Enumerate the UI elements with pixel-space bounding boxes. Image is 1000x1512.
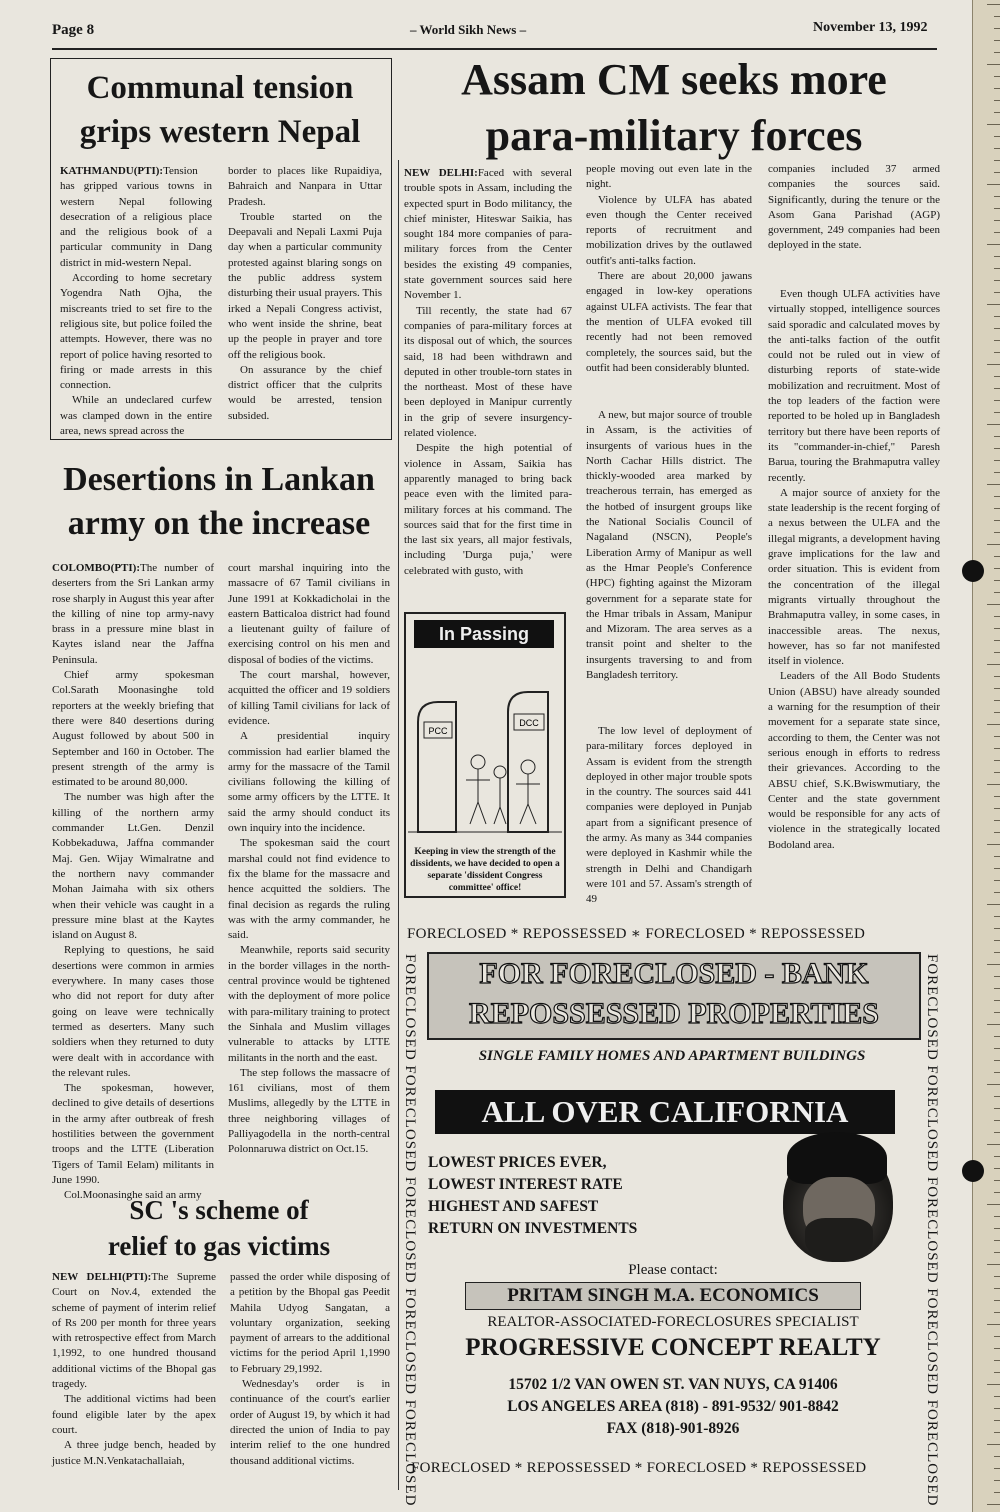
gas-paragraph (52, 1270, 216, 1392)
ruler-tick (987, 184, 1000, 185)
ruler-tick (987, 1444, 1000, 1445)
lanka-text: The number of deserters from the Sri Lankan army rose sharply in August this year after the killing of nine top army-navy brass in a pressure mine blast in Kaytes island near the Jaffna Peninsula. (52, 562, 214, 666)
ruler-tick (994, 268, 1000, 269)
cartoon-caption: Keeping in view the strength of the dissidents, we have decided to open a separate 'dissident Congress committee' office! (410, 847, 560, 893)
ad-benefit: HIGHEST AND SAFEST (428, 1198, 599, 1215)
assam-paragraph: The low level of deployment of para-military forces deployed in Assam is evident from the strength deployed in other major trouble spots in the country. The sources said 441 companies were deployed in Punjab apart from a significant presence of the army. As many as 344 companies were deployed in Kashmir while the strength in Delhi and Chandigarh were 101 and 57. Assam's strength of 49 (586, 725, 752, 906)
ruler-tick (994, 376, 1000, 377)
ruler-tick (987, 1084, 1000, 1085)
ruler-tick (994, 1288, 1000, 1289)
ruler-tick (994, 1012, 1000, 1013)
ruler-tick (987, 484, 1000, 485)
ruler-tick (994, 736, 1000, 737)
lanka-dateline: COLOMBO(PTI): (52, 562, 140, 574)
ad-benefit: LOWEST PRICES EVER, (428, 1154, 607, 1171)
ruler-tick (994, 1132, 1000, 1133)
ruler-tick (994, 52, 1000, 53)
ruler-tick (994, 76, 1000, 77)
gas-headline (44, 1192, 394, 1264)
ruler-tick (987, 4, 1000, 5)
gas-headline-line-2: relief to gas victims (107, 1231, 331, 1261)
assam-column-2b (586, 408, 752, 683)
nepal-column-2 (228, 164, 382, 424)
ad-phone: LOS ANGELES AREA (818) - 891-9532/ 901-8842 (507, 1398, 839, 1415)
ruler-tick (994, 928, 1000, 929)
ruler-tick (994, 868, 1000, 869)
gas-paragraph: The additional victims had been found eligible later by the apex court. (52, 1393, 216, 1436)
ruler-tick (994, 1156, 1000, 1157)
assam-paragraph: Even though ULFA activities have virtually stopped, intelligence sources said sporadic and calculated moves by the anti-talks faction of the outfit could not be ruled out in view of disturbing reports of state-wide mobilization and recruitment. Most of the top leaders of the faction were reported to be holed up in Bangladesh territory but there have been reports of its "commander-in-chief," Paresh Barua, touring the Brahmaputra valley recently. (768, 288, 940, 484)
ad-right-border: FORECLOSED FORECLOSED FORECLOSED FORECLOSED FORECLOSED (924, 954, 940, 1507)
ruler-tick (994, 940, 1000, 941)
ruler-tick (994, 1000, 1000, 1001)
nepal-dateline: KATHMANDU(PTI): (60, 165, 164, 177)
assam-headline-line-2: para-military forces (485, 111, 863, 160)
binder-hole (962, 560, 984, 582)
ruler-tick (994, 748, 1000, 749)
ruler-tick (994, 1468, 1000, 1469)
ruler-tick (994, 508, 1000, 509)
ruler-tick (994, 1048, 1000, 1049)
nepal-paragraph: Trouble started on the Deepavali and Nepali Laxmi Puja day when a particular community protested against blaring songs on the public address system disturbing their usual prayers. This irked a Nepali Congress activist, who went inside the shrine, beat up the people in prayer and tore off the religious book. (228, 210, 382, 361)
assam-paragraph: Violence by ULFA has abated even though the Center received reports of recruitment and mobilization drives by the outlawed outfit's anti-talks faction. (586, 193, 752, 267)
assam-text: Faced with several trouble spots in Assam, including the expected spurt in Bodo militancy, the chief minister, Hiteswar Saikia, has sought 184 more companies of para-military forces from the Center besides the existing 49 companies, state government sources said here November 1. (404, 167, 572, 302)
ruler-tick (994, 1360, 1000, 1361)
sign-dcc: DCC (519, 718, 539, 728)
ruler-tick (987, 1384, 1000, 1385)
ruler-tick (994, 640, 1000, 641)
ruler-tick (994, 412, 1000, 413)
gas-paragraph: passed the order while disposing of a petition by the Bhopal gas Peedit Mahila Udyog Sangatan, a voluntary organization, seeking payment of arrears to the additional victims for the period April 1,1990 to February 29,1992. (230, 1271, 390, 1375)
sign-pcc: PCC (428, 726, 448, 736)
lanka-paragraph: Chief army spokesman Col.Sarath Moonasinghe told reporters at the weekly briefing that there were 840 desertions during August followed by about 500 in September and 160 in October. The present strength of the army is estimated to be around 80,000. (52, 669, 214, 789)
ruler-tick (994, 556, 1000, 557)
lanka-paragraph: The spokesman said the court marshal could not find evidence to fix the blame for the massacre and hence acquitted the soldiers. The final decision as regards the ruling was with the army commander, he said. (228, 837, 390, 942)
ruler-tick (994, 892, 1000, 893)
ruler-tick (994, 148, 1000, 149)
lanka-paragraph: Col.Moonasinghe said an army (64, 1189, 202, 1202)
ruler-tick (994, 88, 1000, 89)
ruler-tick (994, 316, 1000, 317)
ruler-tick (994, 448, 1000, 449)
masthead: – World Sikh News – (410, 22, 527, 37)
ruler-tick (987, 1324, 1000, 1325)
issue-date: November 13, 1992 (813, 20, 928, 35)
assam-paragraph: companies included 37 armed companies the sources said. Significantly, during the tenure or the Asom Gana Parishad (AGP) government, 249 companies had been deployed in the state. (768, 163, 940, 252)
ad-fax: FAX (818)-901-8926 (606, 1420, 740, 1437)
gas-paragraph: A three judge bench, headed by justice M.N.Venkatachallaiah, (52, 1439, 216, 1467)
ruler-tick (994, 532, 1000, 533)
ruler-tick (994, 568, 1000, 569)
lanka-column-2 (228, 561, 390, 1158)
ad-address: 15702 1/2 VAN OWEN ST. VAN NUYS, CA 91406 (508, 1376, 838, 1393)
nepal-headline (52, 66, 388, 154)
lanka-paragraph: A presidential inquiry commission had earlier blamed the army for the massacre of the Tamil civilians following the killing of some army officers by the LTTE. It said the army should conduct its own inquiry into the incidence. (228, 730, 390, 835)
ruler-tick (994, 112, 1000, 113)
ruler-tick (994, 16, 1000, 17)
ruler-tick (994, 520, 1000, 521)
lanka-column-1 (52, 561, 214, 1203)
ruler-tick (994, 328, 1000, 329)
ad-subtitle: SINGLE FAMILY HOMES AND APARTMENT BUILDINGS (478, 1048, 866, 1064)
ruler-tick (987, 784, 1000, 785)
assam-paragraph: There are about 20,000 jawans engaged in low-key operations against ULFA activists. The fear that the mention of ULFA evoked till recently had not been removed completely, the sources said, but the outfit had been considerably blunted. (586, 270, 752, 374)
assam-paragraph: people moving out even late in the night. (586, 163, 752, 191)
ruler-tick (994, 1228, 1000, 1229)
ruler-tick (994, 916, 1000, 917)
ruler-tick (994, 256, 1000, 257)
ruler-tick (994, 700, 1000, 701)
ruler-tick (987, 1144, 1000, 1145)
ruler-tick (994, 172, 1000, 173)
ruler-tick (994, 820, 1000, 821)
nepal-column-1 (60, 164, 212, 439)
ruler-tick (994, 196, 1000, 197)
cartoon-drawing (408, 652, 562, 844)
lanka-headline-line-2: army on the increase (67, 505, 371, 542)
ruler-tick (994, 628, 1000, 629)
lanka-paragraph: Meanwhile, reports said security in the border villages in the north-central province would be tightened with the deployment of more police with para-military training to protect the Sinhala and Muslim villages vulnerable to attacks by LTTE militants in the north and the east. (228, 944, 390, 1064)
ad-banner-line-2: REPOSSESSED PROPERTIES (469, 997, 879, 1030)
ruler-tick (994, 976, 1000, 977)
realty-advertisement (402, 922, 943, 1507)
nepal-headline-line-1: Communal tension (86, 70, 354, 106)
ruler-tick (994, 1120, 1000, 1121)
ruler-tick (994, 1252, 1000, 1253)
nepal-paragraph: On assurance by the chief district officer that the culprits would be arrested, tension subsided. (228, 363, 382, 422)
gas-column-2 (230, 1270, 390, 1469)
assam-paragraph: Leaders of the All Bodo Students Union (ABSU) have already sounded a warning for the resumption of their movement for a separate state since, according to them, the Center was not serious enough in efforts to redress their grievances. According to the ABSU chief, S.K.Bwiswmutiary, the Center and the state government would be responsible for any acts of violence in the strategically located Bodoland area. (768, 670, 940, 851)
ruler-tick (994, 688, 1000, 689)
ruler-tick (987, 544, 1000, 545)
assam-dateline: NEW DELHI: (404, 167, 478, 179)
column-rule (398, 160, 399, 1490)
ruler-tick (994, 496, 1000, 497)
ruler-tick (994, 1408, 1000, 1409)
ruler-tick (994, 136, 1000, 137)
lanka-paragraph: Replying to questions, he said desertions were common in armies everywhere. In many cases those who did not report for duty after going on leave were technically termed as deserters. Many such soldiers when they returned to duty were dealt with in accordance with the relevant rules. (52, 944, 214, 1079)
lanka-headline (44, 458, 394, 546)
ad-banner (427, 952, 921, 1040)
ruler-tick (994, 1192, 1000, 1193)
ad-benefits (428, 1152, 637, 1240)
gas-dateline: NEW DELHI(PTI): (52, 1271, 152, 1283)
lanka-paragraph: The spokesman, however, declined to give details of desertions in the army after outbreak of fresh hostilities between the government troops and the LTTE (Liberation Tigers of Tamil Eelam) militants in June 1990. (52, 1082, 214, 1186)
ruler-tick (994, 1420, 1000, 1421)
ruler-tick (994, 352, 1000, 353)
ad-benefit: RETURN ON INVESTMENTS (428, 1220, 638, 1237)
ruler-tick (994, 832, 1000, 833)
ruler-tick (987, 244, 1000, 245)
ruler-tick (994, 28, 1000, 29)
ad-top-border: FORECLOSED * REPOSSESSED ∗ FORECLOSED * REPOSSESSED (407, 926, 866, 942)
ruler-tick (987, 724, 1000, 725)
ruler-tick (994, 1096, 1000, 1097)
ruler-tick (994, 856, 1000, 857)
ruler-tick (994, 1072, 1000, 1073)
binder-hole (962, 1160, 984, 1182)
assam-column-3b (768, 287, 940, 853)
ruler-tick (994, 1216, 1000, 1217)
ad-agent-role: REALTOR-ASSOCIATED-FORECLOSURES SPECIALIST (487, 1314, 859, 1330)
gas-headline-line-1: SC 's scheme of (129, 1195, 309, 1225)
ruler-tick (994, 1336, 1000, 1337)
ruler-tick (994, 952, 1000, 953)
ruler-tick (994, 652, 1000, 653)
ruler-tick (994, 1348, 1000, 1349)
ruler-tick (994, 772, 1000, 773)
edge-ruler (972, 0, 1000, 1512)
assam-paragraph: A new, but major source of trouble in Assam, is the activities of insurgents of various hues in the North Cachar Hills district. The thickly-wooded area marked by treacherous terrain, has emerged as the hotbed of insurgent groups like the National Socialis Council of Nagaland (NSCN), People's Liberation Army of Manipur as well as the Hmar People's Conference (HPC) fighting against the Mizoram government for a separate state for the Hmar tribals in Assam, Manipur and Mizoram. The area serves as a transit point and shelter to the insurgents traversing to and from Bangladesh territory. (586, 409, 752, 682)
ruler-tick (994, 616, 1000, 617)
ruler-tick (987, 904, 1000, 905)
ruler-tick (987, 1024, 1000, 1025)
lanka-paragraph: The number was high after the killing of the northern army commander Lt.Gen. Denzil Kobbekaduwa, Jaffna commander Maj. Gen. Wijay Wimalratne and the northern navy commander Mohan Jaimaha with six others when their vehicle was caught in a pressure mine blast at the Kaytes island on August 8. (52, 791, 214, 942)
assam-paragraph (404, 166, 572, 304)
ruler-tick (994, 988, 1000, 989)
page-number: Page 8 (52, 22, 95, 38)
ruler-tick (987, 964, 1000, 965)
ruler-tick (994, 1180, 1000, 1181)
ruler-tick (994, 1480, 1000, 1481)
ruler-tick (994, 1372, 1000, 1373)
gas-column-1 (52, 1270, 216, 1469)
ruler-tick (994, 340, 1000, 341)
ruler-tick (994, 1456, 1000, 1457)
nepal-paragraph: border to places like Rupaidiya, Bahraich and Nanpara in Uttar Pradesh. (228, 165, 382, 208)
ruler-tick (994, 472, 1000, 473)
assam-headline (404, 52, 944, 164)
ruler-tick (994, 1036, 1000, 1037)
ruler-tick (987, 1264, 1000, 1265)
assam-column-2a (586, 162, 752, 376)
assam-column-2c (586, 724, 752, 908)
ruler-tick (994, 40, 1000, 41)
ruler-tick (994, 436, 1000, 437)
ruler-tick (987, 64, 1000, 65)
assam-paragraph: A major source of anxiety for the state leadership is the recent forging of a nexus between the ULFA and the illegal migrants, a development having grave implications for the law and order situation. This is evident from the concentration of the illegal migrants virtually throughout the Brahmaputra valley, in some cases, in inaccessible areas. The nexus, however, has so far not manifested itself in violence. (768, 486, 940, 668)
ruler-tick (994, 1396, 1000, 1397)
ruler-tick (994, 280, 1000, 281)
ruler-tick (994, 1312, 1000, 1313)
assam-column-1 (404, 166, 572, 579)
lanka-paragraph: court marshal inquiring into the massacre of 67 Tamil civilians in June 1991 at Kokkadicholai in the eastern Batticaloa district had found a lieutenant guilty of failure of exercising control on his men and disposal of bodies of the victims. (228, 562, 390, 666)
lanka-paragraph: The step follows the massacre of 161 civilians, most of them Muslims, allegedly by the LTTE in three neighboring villages of Palliyagodella in the north-central Polonnaruwa district on Oct.15. (228, 1066, 390, 1156)
ruler-tick (987, 1204, 1000, 1205)
ruler-tick (994, 1108, 1000, 1109)
gas-paragraph: Wednesday's order is in continuance of the court's earlier order of August 19, by which it had directed the union of India to pay interim relief to the one hundred thousand additional victims. (230, 1378, 390, 1467)
assam-paragraph: Despite the high potential of violence in Assam, Saikia has apparently managed to bring back peace even with the limited para-military forces at his command. The sources said that for the first time in the last six years, all major festivals, including 'Durga puja,' were celebrated with gusto, with (404, 442, 572, 577)
lanka-headline-line-1: Desertions in Lankan (63, 461, 375, 498)
ruler-tick (994, 760, 1000, 761)
nepal-paragraph (60, 164, 212, 271)
ruler-tick (994, 160, 1000, 161)
ruler-tick (987, 1504, 1000, 1505)
ruler-tick (987, 664, 1000, 665)
ad-company: PROGRESSIVE CONCEPT REALTY (465, 1334, 881, 1361)
ad-region: ALL OVER CALIFORNIA (435, 1090, 895, 1134)
cartoon-title: In Passing (414, 620, 554, 648)
header-rule (52, 48, 937, 50)
assam-column-3a (768, 162, 940, 254)
ruler-tick (994, 796, 1000, 797)
ad-bottom-border: FORECLOSED * REPOSSESSED * FORECLOSED * REPOSSESSED (411, 1460, 867, 1476)
assam-headline-line-1: Assam CM seeks more (461, 55, 887, 104)
ad-benefit: LOWEST INTEREST RATE (428, 1176, 623, 1193)
ruler-tick (987, 124, 1000, 125)
ruler-tick (987, 604, 1000, 605)
ruler-tick (994, 460, 1000, 461)
ruler-tick (987, 424, 1000, 425)
ruler-tick (994, 1492, 1000, 1493)
ad-contact-label: Please contact: (628, 1262, 718, 1278)
ruler-tick (987, 364, 1000, 365)
ruler-tick (994, 1276, 1000, 1277)
nepal-paragraph: While an undeclared curfew was clamped down in the entire area, news spread across the (60, 394, 212, 438)
ruler-tick (994, 1060, 1000, 1061)
nepal-text: Tension has gripped various towns in western Nepal following desecration of a religious place and the religious book of a particular community in Dang district in mid-western Nepal. (60, 165, 212, 269)
ruler-tick (994, 580, 1000, 581)
agent-photo-beard (805, 1218, 873, 1262)
ad-banner-line-1: FOR FORECLOSED - BANK (479, 957, 869, 990)
ruler-tick (994, 100, 1000, 101)
ruler-tick (994, 292, 1000, 293)
ad-left-border: FORECLOSED FORECLOSED FORECLOSED FORECLOSED FORECLOSED (402, 954, 418, 1507)
ruler-tick (994, 880, 1000, 881)
ruler-tick (994, 676, 1000, 677)
ruler-tick (987, 304, 1000, 305)
ruler-tick (994, 1168, 1000, 1169)
ruler-tick (994, 808, 1000, 809)
lanka-paragraph: The court marshal, however, acquitted the officer and 19 soldiers of killing Tamil civilians for lack of evidence. (228, 669, 390, 727)
lanka-paragraph (52, 561, 214, 668)
nepal-headline-line-2: grips western Nepal (79, 114, 361, 150)
ruler-tick (987, 844, 1000, 845)
ruler-tick (994, 592, 1000, 593)
ruler-tick (994, 388, 1000, 389)
ruler-tick (994, 712, 1000, 713)
assam-paragraph: Till recently, the state had 67 companies of para-military forces at its disposal out of which, the sources said, 18 had been withdrawn and deputed in other trouble-torn states in the northeast. Most of these have been deployed in Manipur currently in the grip of severe insurgency-related violence. (404, 304, 572, 440)
gas-text: The Supreme Court on Nov.4, extended the scheme of payment of interim relief of Rs 200 per month for three years with retrospective effect from March 1,1992, to one hundred thousand additional victims of the Bhopal gas tragedy. (52, 1271, 216, 1391)
ruler-tick (994, 1240, 1000, 1241)
ruler-tick (994, 1432, 1000, 1433)
ruler-tick (994, 400, 1000, 401)
nepal-paragraph: According to home secretary Yogendra Nath Ojha, the miscreants tried to set fire to the religious site, but police foiled the attempts. However, there was no report of police having resorted to firing or made arrests in this connection. (60, 272, 212, 392)
ad-agent-name: PRITAM SINGH M.A. ECONOMICS (465, 1282, 861, 1310)
ruler-tick (994, 1300, 1000, 1301)
ruler-tick (994, 208, 1000, 209)
in-passing-cartoon (404, 612, 566, 898)
ruler-tick (994, 220, 1000, 221)
ruler-tick (994, 232, 1000, 233)
